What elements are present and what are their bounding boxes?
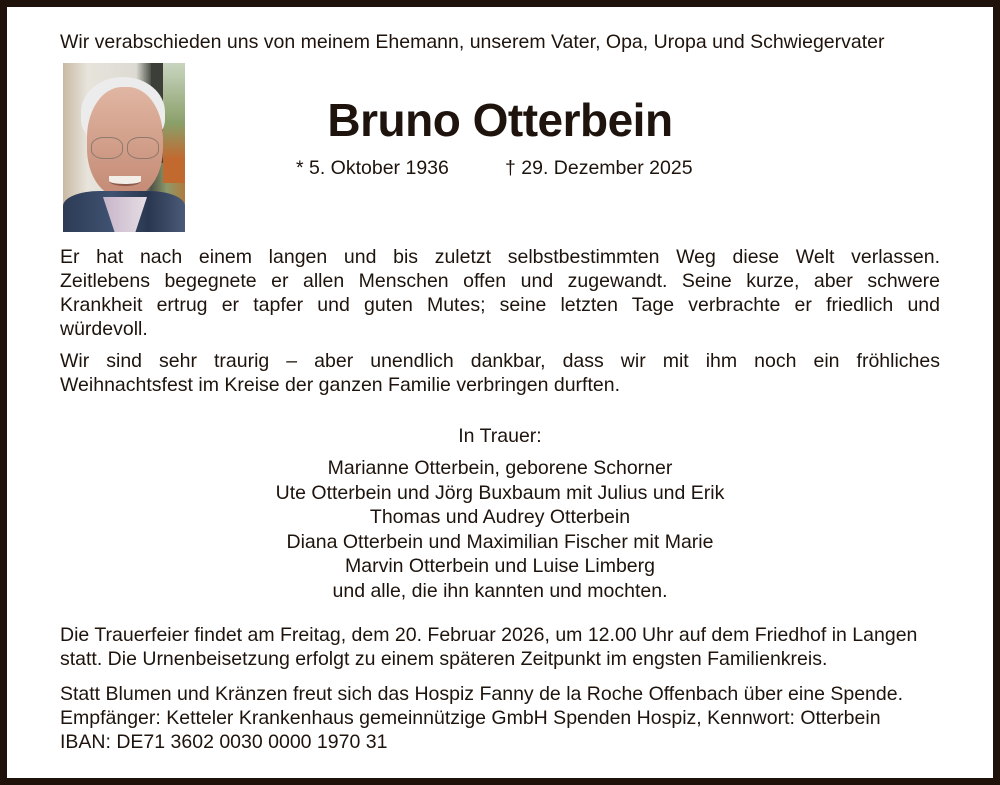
text-line: Zeitlebens begegnete er allen Menschen offen und zugewandt. Seine kurze, aber schwere <box>60 270 940 292</box>
birth-date: * 5. Oktober 1936 <box>296 157 449 179</box>
text-line: Weihnachtsfest im Kreise der ganzen Familie verbringen durften. <box>60 374 620 396</box>
tribute-paragraph-2 <box>60 349 940 397</box>
portrait-photo <box>63 63 185 232</box>
intro-line: Wir verabschieden uns von meinem Ehemann, unserem Vater, Opa, Uropa und Schwiegervater <box>60 31 885 53</box>
mourner-entry: Ute Otterbein und Jörg Buxbaum mit Julius und Erik <box>275 481 725 504</box>
text-line: Er hat nach einem langen und bis zuletzt selbstbestimmten Weg diese Welt verlassen. <box>60 246 940 268</box>
deceased-name: Bruno Otterbein <box>327 94 673 146</box>
text-line: Statt Blumen und Kränzen freut sich das Hospiz Fanny de la Roche Offenbach über eine Spende. <box>60 683 903 705</box>
mourner-entry: und alle, die ihn kannten und mochten. <box>332 579 668 602</box>
iban-line: IBAN: DE71 3602 0030 0000 1970 31 <box>60 731 388 753</box>
mourner-entry: Diana Otterbein und Maximilian Fischer mit Marie <box>286 530 714 553</box>
mourners-list <box>60 456 940 603</box>
text-line: statt. Die Urnenbeisetzung erfolgt zu einem späteren Zeitpunkt im engsten Familienkreis. <box>60 648 828 670</box>
text-line: Empfänger: Ketteler Krankenhaus gemeinnützige GmbH Spenden Hospiz, Kennwort: Otterbein <box>60 707 881 729</box>
photo-smile <box>109 176 141 186</box>
mourner-entry: Thomas und Audrey Otterbein <box>369 506 631 528</box>
text-line: Die Trauerfeier findet am Freitag, dem 20. Februar 2026, um 12.00 Uhr auf dem Friedhof in Langen <box>60 624 918 646</box>
death-date: † 29. Dezember 2025 <box>505 157 693 179</box>
photo-background-window <box>163 63 185 183</box>
mourner-entry: Marianne Otterbein, geborene Schorner <box>327 457 673 479</box>
mourning-label: In Trauer: <box>458 425 542 447</box>
mourner-entry: Marvin Otterbein und Luise Limberg <box>345 555 655 577</box>
text-line: Krankheit ertrug er tapfer und guten Mutes; seine letzten Tage verbrachte er friedlich und <box>60 294 940 316</box>
donation-details <box>60 682 940 754</box>
text-line: Wir sind sehr traurig – aber unendlich dankbar, dass wir mit ihm noch ein fröhliches <box>60 350 940 372</box>
tribute-paragraph-1 <box>60 245 940 341</box>
funeral-details <box>60 623 940 671</box>
glasses-icon <box>127 137 159 159</box>
glasses-icon <box>91 137 123 159</box>
text-line: würdevoll. <box>60 318 148 340</box>
